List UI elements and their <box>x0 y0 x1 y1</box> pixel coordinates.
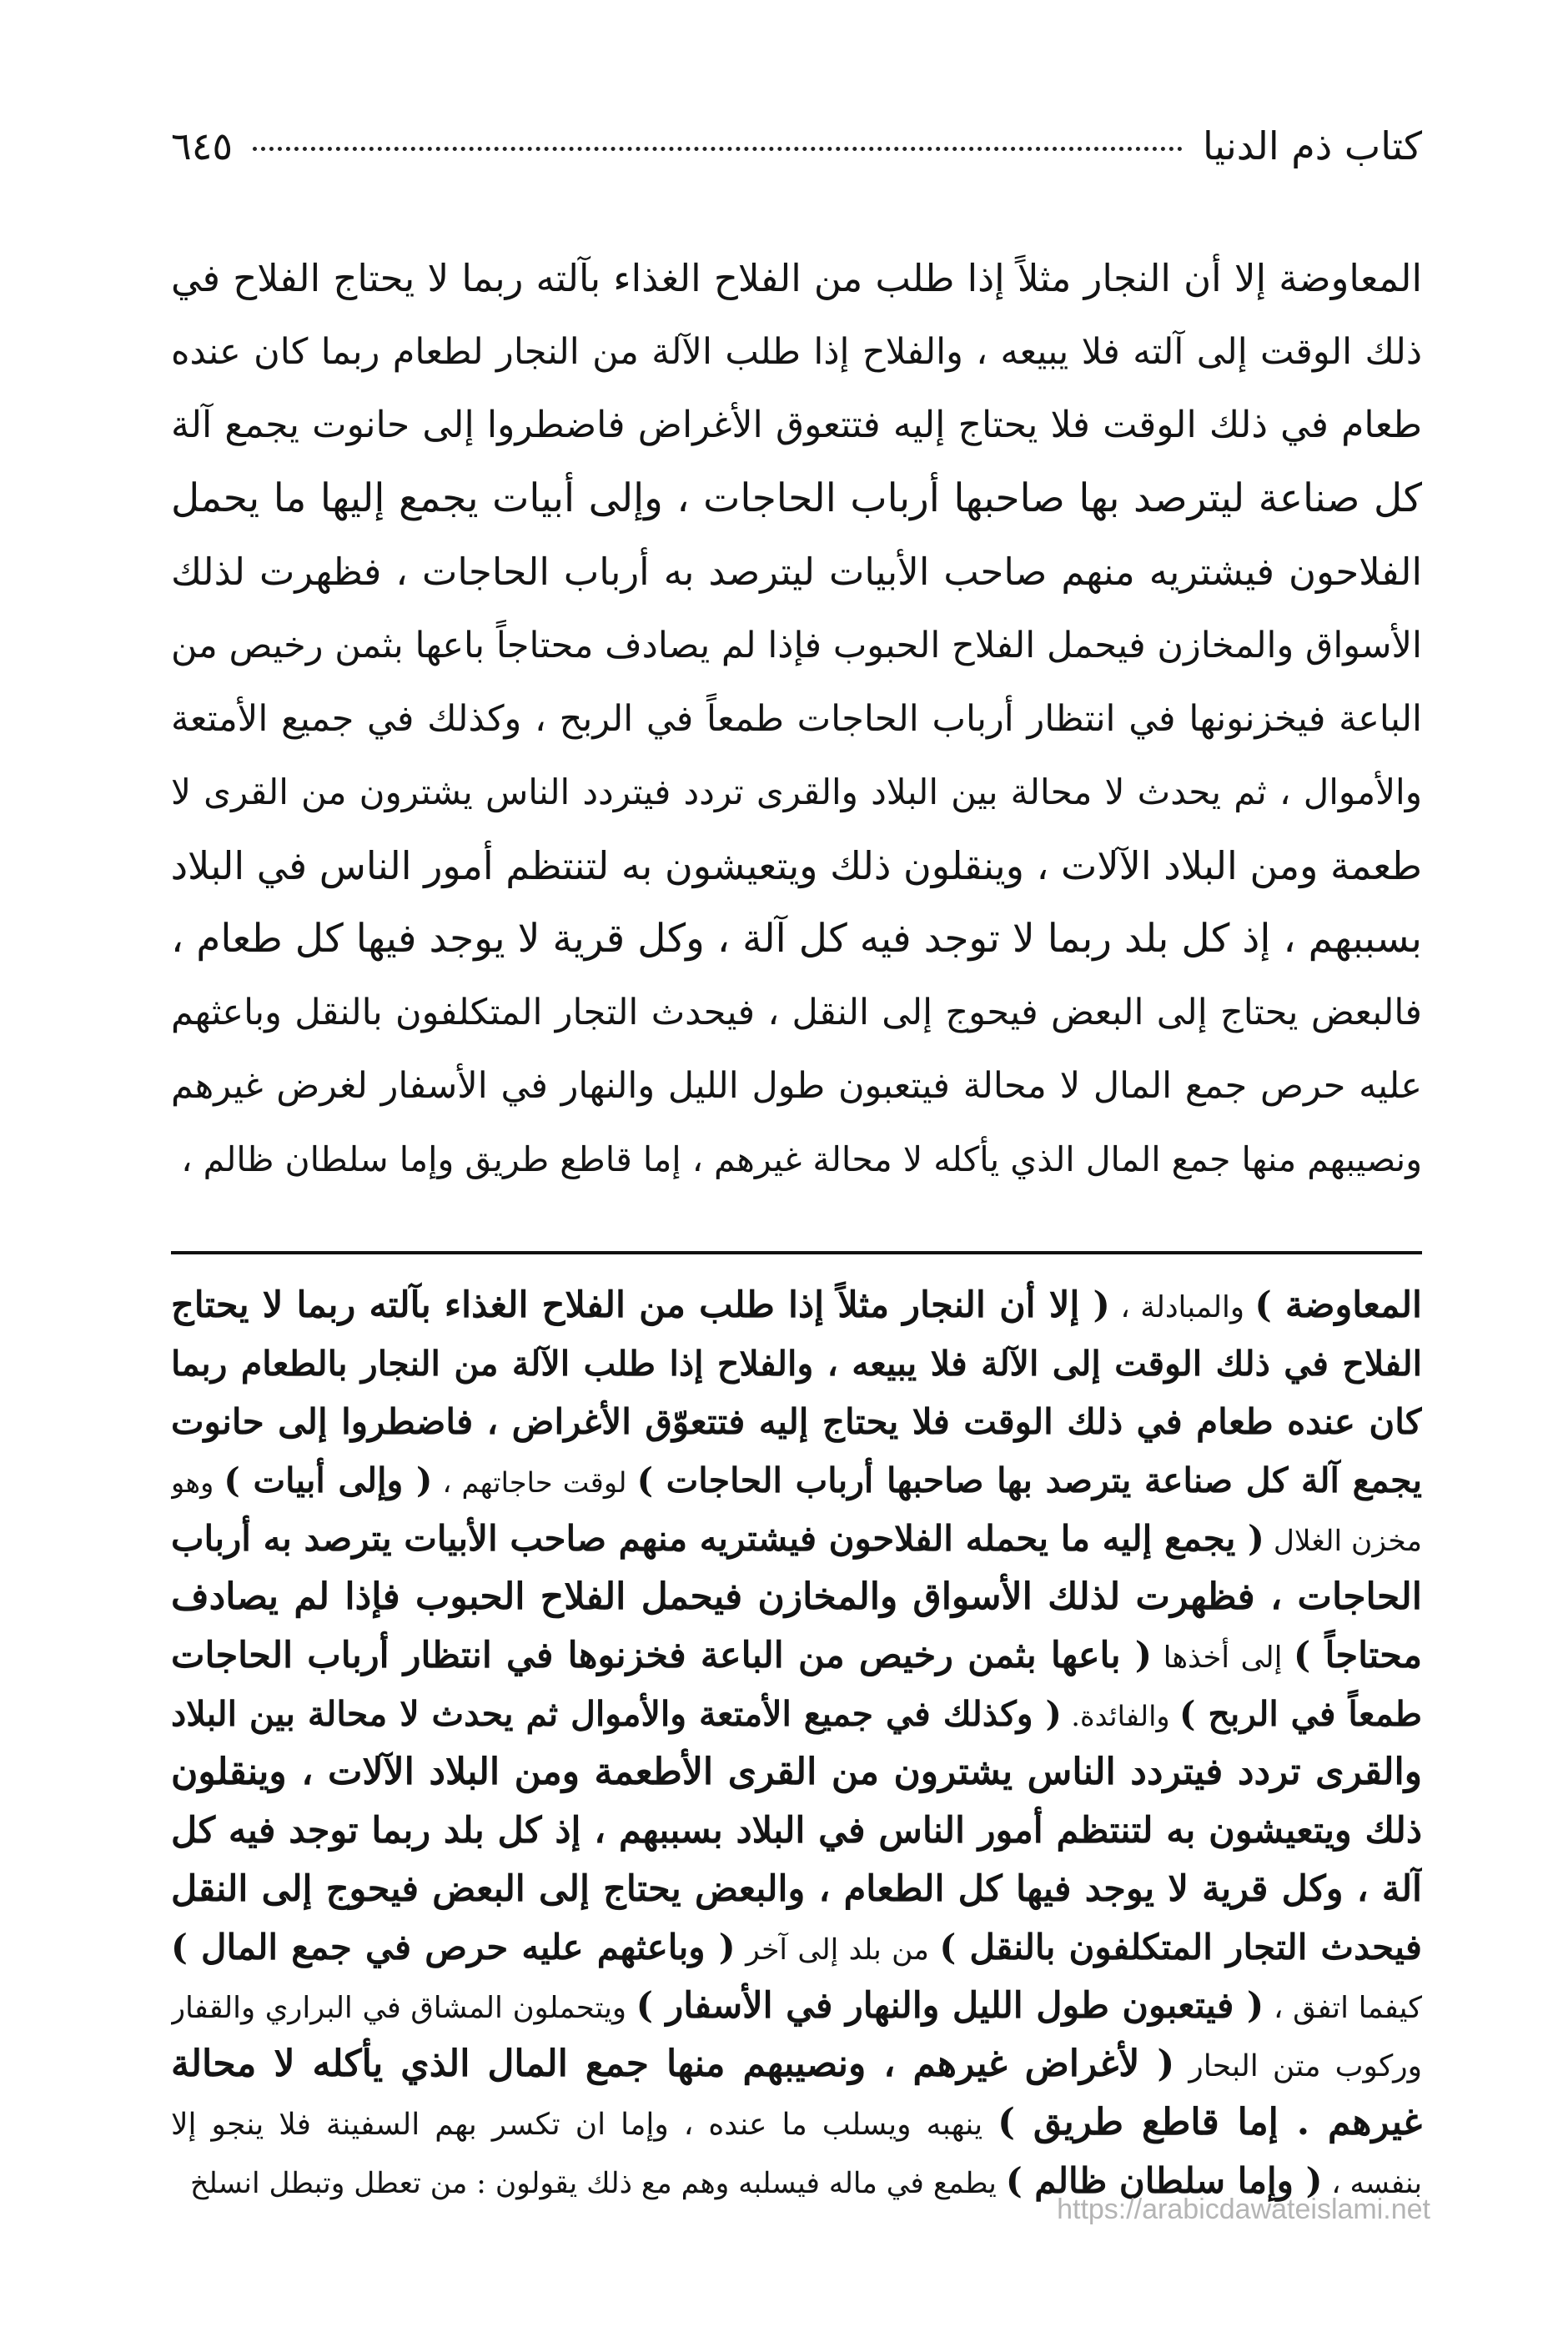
commentary-explanation: من بلد إلى آخر <box>735 1933 940 1967</box>
commentary-line <box>171 1860 1422 1918</box>
main-text-line: الباعة فيخزنونها في انتظار أرباب الحاجات طمعاً في الربح ، وكذلك في جميع الأمتعة <box>171 698 1422 740</box>
book-title: كتاب ذم الدنيا <box>1203 123 1422 168</box>
commentary-quoted-text: ( لأغراض غيرهم ، ونصيبهم منها جمع المال الذي يأكله لا محالة <box>171 2043 1175 2085</box>
commentary-line <box>171 1802 1422 1860</box>
commentary-line <box>171 1918 1422 1977</box>
main-text-line: فالبعض يحتاج إلى البعض فيحوج إلى النقل ، فيحدث التجار المتكلفون بالنقل وباعثهم <box>171 992 1422 1033</box>
commentary-quoted-text: طمعاً في الربح ) <box>1179 1694 1422 1734</box>
commentary-explanation: بنفسه ، <box>1322 2167 1422 2200</box>
commentary-quoted-text: الحاجات ، فظهرت لذلك الأسواق والمخازن فيحمل الفلاح الحبوب فإذا لم يصادف <box>171 1576 1422 1618</box>
commentary-explanation: لوقت حاجاتهم ، <box>432 1466 637 1499</box>
commentary-explanation: وركوب متن البحار <box>1174 2049 1422 2083</box>
commentary-line <box>171 1743 1422 1802</box>
commentary-line <box>171 2035 1422 2093</box>
commentary-quoted-text: فيحدث التجار المتكلفون بالنقل ) <box>939 1927 1422 1968</box>
main-text-line: والأموال ، ثم يحدث لا محالة بين البلاد والقرى تردد فيتردد الناس يشترون من القرى لا <box>171 771 1422 812</box>
commentary-explanation: يطمع في ماله فيسلبه وهم مع ذلك يقولون : من تعطل وتبطل انسلخ <box>190 2167 1006 2200</box>
commentary-quoted-text: ( إلا أن النجار مثلاً إذا طلب من الفلاح الغذاء بآلته ربما لا يحتاج <box>171 1284 1110 1326</box>
commentary-line <box>171 1451 1422 1510</box>
commentary-quoted-text: ( وإلى أبيات ) <box>224 1460 433 1500</box>
main-text-line: الفلاحون فيشتريه منهم صاحب الأبيات ليترصد به أرباب الحاجات ، فظهرت لذلك <box>171 550 1422 594</box>
commentary-explanation: إلى أخذها <box>1152 1641 1294 1675</box>
commentary-quoted-text: ( فيتعبون طول الليل والنهار في الأسفار ) <box>636 1985 1264 2027</box>
commentary-quoted-text: ( وإما سلطان ظالم ) <box>1005 2160 1323 2201</box>
main-text-line: طعام في ذلك الوقت فلا يحتاج إليه فتتعوق الأغراض فاضطروا إلى حانوت يجمع آلة <box>171 404 1422 446</box>
commentary-quoted-text: الفلاح في ذلك الوقت إلى الآلة فلا يبيعه ، والفلاح إذا طلب الآلة من النجار بالطعام ربما <box>171 1344 1422 1384</box>
main-text <box>171 242 1422 1196</box>
commentary-quoted-text: ( وكذلك في جميع الأمتعة والأموال ثم يحدث لا محالة بين البلاد <box>171 1694 1062 1734</box>
footnote-separator-rule <box>171 1251 1422 1254</box>
commentary-line <box>171 1510 1422 1568</box>
commentary-line <box>171 2093 1422 2152</box>
commentary-explanation: ينهبه ويسلب ما عنده ، وإما ان تكسر بهم السفينة فلا ينجو إلا <box>171 2108 998 2142</box>
commentary-explanation: وهو <box>171 1466 224 1499</box>
commentary-line <box>171 1568 1422 1626</box>
commentary-quoted-text: ذلك ويتعيشون به لتنتظم أمور الناس في البلاد بسببهم ، إذ كل بلد ربما توجد فيه كل <box>171 1810 1422 1852</box>
commentary-quoted-text: والقرى تردد فيتردد الناس يشترون من القرى الأطعمة ومن البلاد الآلات ، وينقلون <box>171 1751 1422 1793</box>
commentary-line <box>171 1334 1422 1393</box>
commentary-line <box>171 1685 1422 1743</box>
commentary-explanation: ويتحملون المشاق في البراري والقفار <box>171 1991 636 2025</box>
main-text-line: عليه حرص جمع المال لا محالة فيتعبون طول الليل والنهار في الأسفار لغرض غيرهم <box>171 1065 1422 1107</box>
commentary-quoted-text: محتاجاً ) <box>1293 1635 1422 1676</box>
commentary-quoted-text: آلة ، وكل قرية لا يوجد فيها كل الطعام ، والبعض يحتاج إلى البعض فيحوج إلى النقل <box>171 1868 1422 1910</box>
commentary-text <box>171 1276 1422 2210</box>
commentary-line <box>171 1977 1422 2035</box>
commentary-quoted-text: ( يجمع إليه ما يحمله الفلاحون فيشتريه منهم صاحب الأبيات يترصد به أرباب <box>171 1518 1264 1559</box>
commentary-quoted-text: غيرهم . إما قاطع طريق ) <box>998 2101 1422 2144</box>
commentary-quoted-text: ( باعها بثمن رخيص من الباعة فخزنوها في انتظار أرباب الحاجات <box>171 1635 1153 1676</box>
page-number: ٦٤٥ <box>171 123 234 168</box>
commentary-quoted-text: ( وباعثهم عليه حرص في جمع المال ) <box>171 1927 736 1968</box>
watermark-url: https://arabicdawateislami.net <box>1057 2194 1430 2225</box>
commentary-line <box>171 1626 1422 1685</box>
commentary-line <box>171 1276 1422 1334</box>
commentary-explanation: والفائدة. <box>1061 1700 1179 1732</box>
header-dotted-leader <box>253 147 1183 151</box>
main-text-line: المعاوضة إلا أن النجار مثلاً إذا طلب من الفلاح الغذاء بآلته ربما لا يحتاج الفلاح في <box>171 256 1422 300</box>
commentary-explanation: مخزن الغلال <box>1264 1525 1422 1558</box>
main-text-line: ذلك الوقت إلى آلته فلا يبيعه ، والفلاح إذا طلب الآلة من النجار لطعام ربما كان عنده <box>171 331 1422 373</box>
main-text-line: كل صناعة ليترصد بها صاحبها أرباب الحاجات ، وإلى أبيات يجمع إليها ما يحمل <box>171 475 1422 521</box>
commentary-explanation: والمبادلة ، <box>1109 1290 1255 1324</box>
commentary-quoted-text: يجمع آلة كل صناعة يترصد بها صاحبها أرباب الحاجات ) <box>636 1460 1422 1500</box>
main-text-line: الأسواق والمخازن فيحمل الفلاح الحبوب فإذا لم يصادف محتاجاً باعها بثمن رخيص من <box>171 625 1422 666</box>
commentary-explanation: كيفما اتفق ، <box>1264 1991 1422 2025</box>
commentary-quoted-text: المعاوضة ) <box>1254 1284 1422 1326</box>
running-header <box>171 123 1422 182</box>
main-text-line: ونصيبهم منها جمع المال الذي يأكله لا محالة غيرهم ، إما قاطع طريق وإما سلطان ظالم ، <box>181 1139 1422 1179</box>
commentary-line <box>171 1393 1422 1451</box>
main-text-line: طعمة ومن البلاد الآلات ، وينقلون ذلك ويتعيشون به لتنتظم أمور الناس في البلاد <box>171 843 1422 888</box>
main-text-line: بسببهم ، إذ كل بلد ربما لا توجد فيه كل آلة ، وكل قرية لا يوجد فيها كل طعام ، <box>171 916 1422 962</box>
commentary-quoted-text: كان عنده طعام في ذلك الوقت فلا يحتاج إليه فتتعوّق الأغراض ، فاضطروا إلى حانوت <box>171 1401 1422 1442</box>
